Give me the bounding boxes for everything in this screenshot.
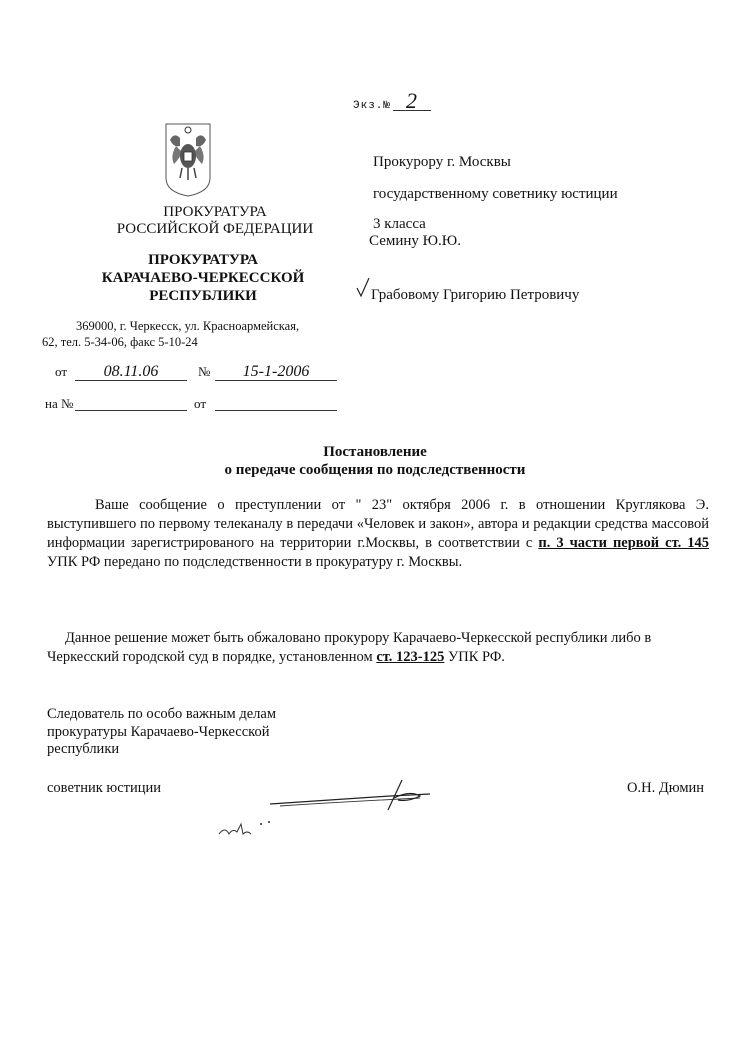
copy-number-label: Экз.№ [353, 100, 392, 112]
handwritten-mark-icon [217, 818, 277, 840]
ref-to-from-label: от [194, 396, 207, 411]
ref-number-label: № [198, 364, 211, 379]
addressee-line-5: Грабовому Григорию Петровичу [371, 287, 580, 303]
document-subtitle: о передаче сообщения по подследственности [224, 462, 526, 478]
org-address-line-1: 369000, г. Черкесск, ул. Красноармейская, [76, 319, 300, 333]
addressee-line-3: 3 класса [373, 216, 426, 232]
law-reference-145: п. 3 части первой ст. 145 [538, 535, 709, 551]
document-title: Постановление [323, 444, 427, 460]
ref-number: 15-1-2006 [215, 364, 337, 381]
signer-rank: советник юстиции [47, 780, 162, 796]
org-address-line-2: 62, тел. 5-34-06, факс 5-10-24 [42, 335, 198, 349]
signer-name: О.Н. Дюмин [627, 780, 705, 796]
org-line-1: ПРОКУРАТУРА [163, 204, 267, 220]
ref-to-number-blank [75, 396, 187, 411]
org-line-5: РЕСПУБЛИКИ [149, 288, 257, 304]
signer-title-line-1: Следователь по особо важным делам [47, 706, 276, 722]
addressee-line-2: государственному советнику юстиции [373, 186, 618, 202]
ref-from-label: от [55, 364, 68, 379]
body-p2-text-1: Данное решение может быть обжаловано прокурору Карачаево-Черкесской республики либо в Черкесский городской суд в порядке, установленном [47, 630, 652, 665]
ref-to-date-blank [215, 396, 337, 411]
org-line-2: РОССИЙСКОЙ ФЕДЕРАЦИИ [116, 221, 314, 237]
addressee-line-1: Прокурору г. Москвы [373, 154, 511, 170]
check-mark-icon [355, 276, 371, 303]
signer-title-line-2: прокуратуры Карачаево-Черкесской [47, 724, 270, 740]
copy-number-mark [353, 88, 431, 113]
org-name-republic [78, 251, 328, 305]
handwritten-signature-icon [270, 776, 440, 812]
body-paragraph-2 [47, 629, 687, 667]
org-line-4: КАРАЧАЕВО-ЧЕРКЕССКОЙ [101, 270, 305, 286]
body-p1-text-2: УПК РФ передано по подследственности в прокуратуру г. Москвы. [47, 554, 463, 570]
signer-title-line-3: республики [47, 741, 120, 757]
body-paragraph-1 [47, 496, 709, 572]
body-p2-text-2: УПК РФ. [444, 649, 505, 665]
coat-of-arms-icon [162, 118, 214, 198]
law-reference-123-125: ст. 123-125 [376, 649, 445, 665]
org-line-3: ПРОКУРАТУРА [148, 252, 258, 268]
ref-date: 08.11.06 [75, 364, 187, 381]
addressee-line-4: Семину Ю.Ю. [369, 233, 461, 249]
copy-number-value: 2 [393, 92, 431, 111]
org-name-federation [100, 204, 330, 238]
body-p1-text-1: Ваше сообщение о преступлении от " 23" октября 2006 г. в отношении Круглякова Э. выступившего по первому телеканалу в передачи «Человек и закон», автора и редакции средства массовой информации зарегистрированого на территории г.Москвы, в соответствии с [47, 497, 709, 551]
ref-to-label: на № [45, 396, 74, 411]
